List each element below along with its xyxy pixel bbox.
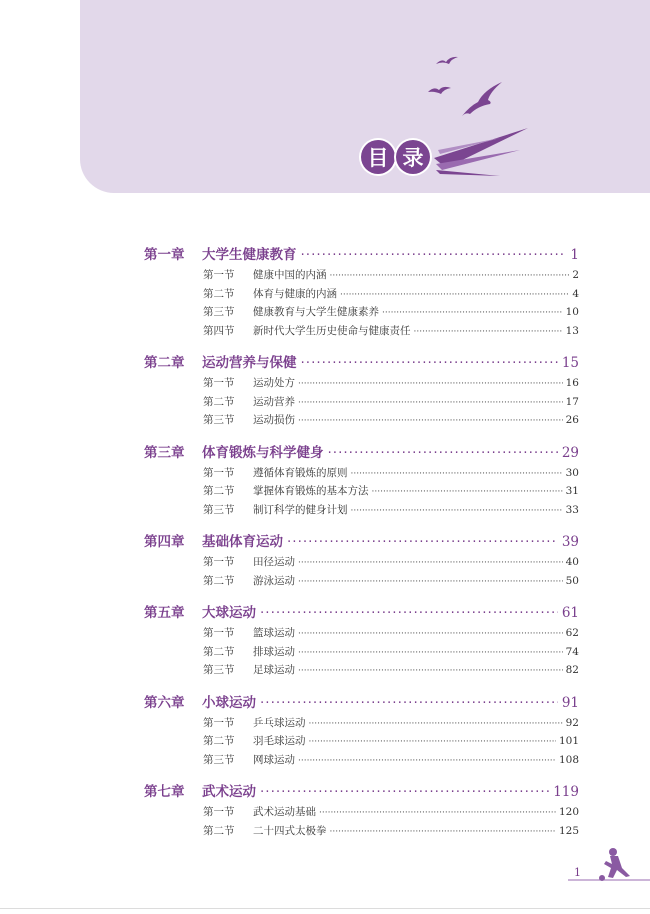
section-number: 第二节 (203, 645, 235, 658)
chapter-entry[interactable] (144, 601, 579, 621)
chapter-page: 119 (553, 784, 579, 800)
section-page: 2 (572, 269, 579, 281)
section-title: 足球运动 (253, 664, 295, 676)
section-page: 82 (565, 664, 579, 676)
chapter-number: 第三章 (144, 444, 185, 461)
section-title: 篮球运动 (253, 627, 295, 639)
chapter-entry[interactable] (144, 780, 579, 800)
dot-leader (319, 808, 556, 818)
section-number: 第一节 (203, 716, 235, 729)
section-entry[interactable] (203, 286, 579, 305)
section-number: 第二节 (203, 735, 235, 747)
section-entry[interactable] (203, 483, 579, 502)
chapter-entry[interactable] (144, 351, 579, 371)
chapter-page: 29 (561, 444, 579, 461)
section-page: 4 (572, 287, 579, 300)
section-page: 26 (565, 414, 579, 426)
section-entry[interactable] (203, 625, 579, 644)
section-number: 第一节 (203, 556, 235, 568)
dot-leader (298, 756, 556, 766)
section-page: 13 (565, 324, 579, 337)
dot-leader (351, 469, 563, 479)
section-number: 第三节 (203, 503, 235, 516)
section-page: 125 (558, 824, 579, 837)
bird-icon (428, 87, 451, 94)
section-title: 遵循体育锻炼的原则 (253, 466, 348, 479)
section-title: 游泳运动 (253, 574, 295, 587)
section-page: 62 (565, 627, 579, 639)
dot-leader (298, 416, 563, 426)
chapter-title: 运动营养与保健 (202, 355, 297, 371)
section-entry[interactable] (203, 823, 579, 842)
dot-leader (298, 629, 563, 639)
section-page: 17 (565, 395, 579, 408)
section-title: 运动损伤 (253, 414, 295, 426)
section-page: 40 (565, 556, 579, 568)
bird-icon (436, 57, 458, 64)
chapter-page: 61 (561, 605, 579, 621)
section-title: 武术运动基础 (253, 806, 316, 818)
section-number: 第二节 (203, 287, 235, 300)
dot-leader (260, 784, 549, 800)
section-title: 乒乓球运动 (253, 716, 306, 729)
section-entry[interactable] (203, 502, 579, 521)
section-number: 第二节 (203, 395, 235, 408)
section-entry[interactable] (203, 267, 579, 286)
title-char-lu: 录 (396, 140, 430, 174)
dot-leader (287, 534, 558, 550)
section-number: 第三节 (203, 664, 235, 676)
dot-leader (260, 695, 558, 711)
chapter-number: 第四章 (144, 534, 185, 550)
dot-leader (301, 355, 558, 371)
dot-leader (298, 558, 563, 568)
chapter-title: 武术运动 (202, 784, 256, 800)
chapter-entry[interactable] (144, 441, 579, 461)
section-title: 运动营养 (253, 395, 295, 408)
dot-leader (414, 327, 563, 337)
section-title: 健康中国的内涵 (253, 269, 327, 281)
chapter-page: 39 (561, 534, 579, 550)
dot-leader (330, 827, 556, 837)
chapter-page: 1 (570, 247, 579, 263)
section-entry[interactable] (203, 304, 579, 323)
section-page: 33 (565, 503, 579, 516)
section-page: 50 (565, 574, 579, 587)
section-title: 健康教育与大学生健康素养 (253, 306, 379, 318)
dot-leader (298, 666, 563, 676)
section-entry[interactable] (203, 323, 579, 342)
section-page: 108 (558, 753, 579, 766)
chapter-title: 大学生健康教育 (202, 247, 297, 263)
dot-leader (301, 247, 567, 263)
section-number: 第二节 (203, 574, 235, 587)
chapter-title: 基础体育运动 (202, 534, 283, 550)
chapter-entry[interactable] (144, 530, 579, 550)
dot-leader (309, 719, 563, 729)
dot-leader (340, 290, 569, 300)
section-page: 120 (558, 806, 579, 818)
section-entry[interactable] (203, 733, 579, 752)
chapter-number: 第七章 (144, 784, 185, 800)
chapter-page: 91 (561, 694, 579, 711)
section-number: 第四节 (203, 324, 235, 337)
dot-leader (298, 648, 563, 658)
dot-leader (372, 487, 563, 497)
dot-leader (328, 445, 558, 461)
section-number: 第三节 (203, 414, 235, 426)
section-number: 第三节 (203, 753, 235, 766)
section-title: 排球运动 (253, 645, 295, 658)
section-entry[interactable] (203, 554, 579, 573)
dot-leader (351, 506, 563, 516)
chapter-number: 第五章 (144, 605, 185, 621)
bird-icon (462, 82, 502, 116)
dot-leader (309, 737, 556, 747)
section-page: 30 (565, 466, 579, 479)
chapter-page: 15 (561, 355, 579, 371)
section-entry[interactable] (203, 394, 579, 413)
section-title: 掌握体育锻炼的基本方法 (253, 485, 369, 497)
section-number: 第二节 (203, 485, 235, 497)
section-page: 74 (565, 645, 579, 658)
section-number: 第一节 (203, 377, 235, 389)
chapter-title: 体育锻炼与科学健身 (202, 444, 324, 461)
streak-decoration (436, 170, 500, 176)
section-title: 新时代大学生历史使命与健康责任 (253, 324, 411, 337)
section-title: 二十四式太极拳 (253, 824, 327, 837)
section-title: 运动处方 (253, 377, 295, 389)
dot-leader (298, 379, 563, 389)
section-entry[interactable] (203, 804, 579, 823)
section-page: 16 (565, 377, 579, 389)
section-entry[interactable] (203, 375, 579, 394)
chapter-entry[interactable] (144, 691, 579, 711)
section-title: 田径运动 (253, 556, 295, 568)
section-entry[interactable] (203, 573, 579, 592)
section-page: 101 (558, 735, 579, 747)
header-decoration (0, 0, 650, 200)
dot-leader (260, 605, 558, 621)
soccer-player-icon (566, 846, 650, 886)
dot-leader (298, 577, 563, 587)
chapter-number: 第一章 (144, 247, 185, 263)
section-entry[interactable] (203, 465, 579, 484)
chapter-title: 大球运动 (202, 605, 256, 621)
section-number: 第三节 (203, 306, 235, 318)
divider (0, 908, 650, 909)
chapter-entry[interactable] (144, 243, 579, 263)
section-number: 第一节 (203, 269, 235, 281)
table-of-contents (144, 243, 579, 841)
chapter-number: 第六章 (144, 694, 185, 711)
section-entry[interactable] (203, 412, 579, 431)
section-number: 第二节 (203, 824, 235, 837)
section-number: 第一节 (203, 466, 235, 479)
section-entry[interactable] (203, 644, 579, 663)
dot-leader (382, 308, 563, 318)
section-entry[interactable] (203, 715, 579, 734)
dot-leader (330, 271, 570, 281)
section-page: 31 (565, 485, 579, 497)
section-title: 网球运动 (253, 753, 295, 766)
section-page: 92 (565, 716, 579, 729)
section-title: 体育与健康的内涵 (253, 287, 337, 300)
section-title: 羽毛球运动 (253, 735, 306, 747)
section-page: 10 (565, 306, 579, 318)
section-entry[interactable] (203, 752, 579, 771)
dot-leader (298, 398, 563, 408)
chapter-title: 小球运动 (202, 694, 256, 711)
section-entry[interactable] (203, 662, 579, 681)
section-title: 制订科学的健身计划 (253, 503, 348, 516)
section-number: 第一节 (203, 627, 235, 639)
section-number: 第一节 (203, 806, 235, 818)
chapter-number: 第二章 (144, 355, 185, 371)
title-char-mu: 目 (361, 140, 395, 174)
page-number: 1 (574, 866, 581, 879)
